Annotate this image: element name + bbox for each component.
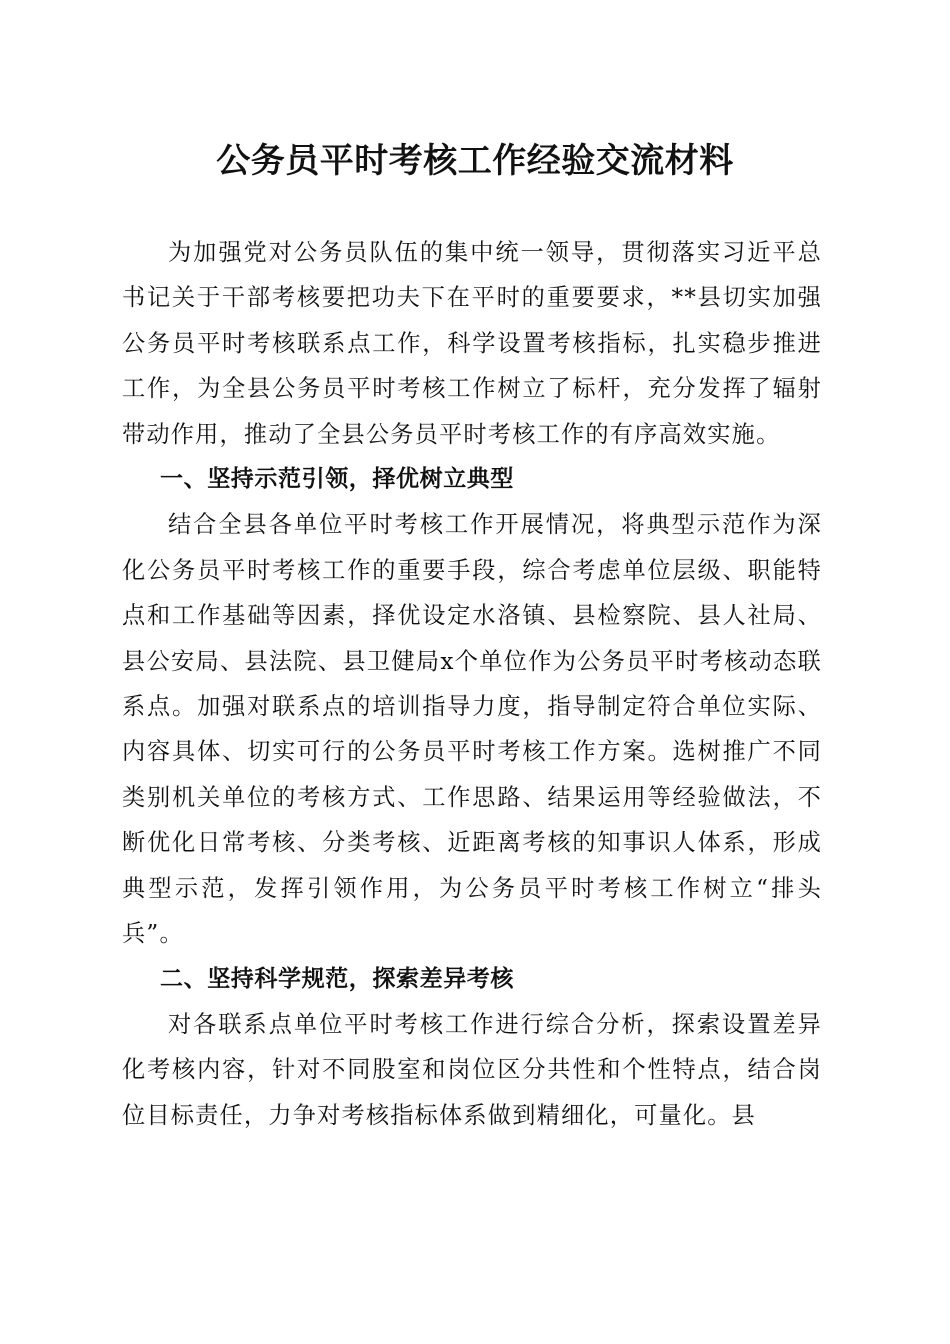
section-heading-2: 二、坚持科学规范，探索差异考核 [160,965,514,992]
intro-paragraph: 为加强党对公务员队伍的集中统一领导，贯彻落实习近平总书记关于干部考核要把功夫下在平时的重要要求，**县切实加强公务员平时考核联系点工作，科学设置考核指标，扎实稳步推进工作，为全县公务员平时考核工作树立了标杆，充分发挥了辐射带动作用，推动了全县公务员平时考核工作的有序高效实施。 [122,239,822,448]
document-body [122,230,822,1138]
section-paragraph-1: 结合全县各单位平时考核工作开展情况，将典型示范作为深化公务员平时考核工作的重要手段，综合考虑单位层级、职能特点和工作基础等因素，择优设定水洛镇、县检察院、县人社局、县公安局、县法院、县卫健局x个单位作为公务员平时考核动态联系点。加强对联系点的培训指导力度，指导制定符合单位实际、内容具体、切实可行的公务员平时考核工作方案。选树推广不同类别机关单位的考核方式、工作思路、结果运用等经验做法，不断优化日常考核、分类考核、近距离考核的知事识人体系，形成典型示范，发挥引领作用，为公务员平时考核工作树立“排头兵”。 [122,511,822,948]
section-heading-1: 一、坚持示范引领，择优树立典型 [160,466,514,493]
section-paragraph-2: 对各联系点单位平时考核工作进行综合分析，探索设置差异化考核内容，针对不同股室和岗位区分共性和个性特点，结合岗位目标责任，力争对考核指标体系做到精细化，可量化。县 [122,1010,822,1129]
document-title: 公务员平时考核工作经验交流材料 [216,141,734,181]
